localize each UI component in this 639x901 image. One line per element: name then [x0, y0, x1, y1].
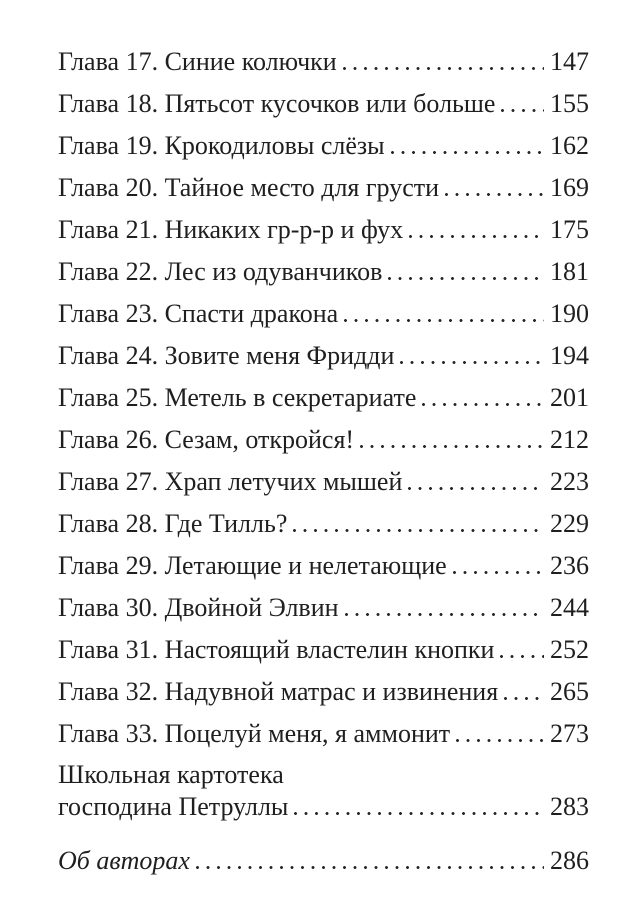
toc-entry: [58, 549, 589, 582]
dot-leader: [500, 655, 544, 658]
dot-leader: [345, 613, 544, 616]
dot-leader: [409, 235, 544, 238]
dot-leader: [453, 571, 544, 574]
toc-entry-title: Глава 18. Пятьсот кусочков или больше: [58, 89, 496, 118]
dot-leader: [504, 697, 544, 700]
toc-entry-title: Глава 29. Летающие и нелетающие: [58, 551, 447, 580]
toc-entry-page-number: 229: [550, 509, 589, 538]
toc-entry: [58, 675, 589, 708]
toc-entry-title: Глава 31. Настоящий властелин кнопки: [58, 635, 495, 664]
toc-entry-title: Глава 19. Крокодиловы слёзы: [58, 131, 385, 160]
toc-entry: [58, 171, 589, 204]
toc-entry-title: Глава 23. Спасти дракона: [58, 299, 339, 328]
toc-entry: [58, 87, 589, 120]
toc-entry: [58, 591, 589, 624]
toc-entry-title: Глава 25. Метель в секретариате: [58, 383, 417, 412]
toc-entry-page-number: 155: [550, 89, 589, 118]
toc-entry-title: Глава 22. Лес из одуванчиков: [58, 257, 383, 286]
toc-list: [58, 45, 589, 877]
toc-entry-title: Школьная картотека: [58, 760, 284, 789]
toc-entry-page-number: 169: [550, 173, 589, 202]
toc-entry-title: Глава 33. Поцелуй меня, я аммонит: [58, 719, 451, 748]
toc-entry-title: Глава 30. Двойной Элвин: [58, 593, 339, 622]
toc-entry-page-number: 283: [550, 792, 589, 821]
dot-leader: [360, 445, 544, 448]
dot-leader: [344, 319, 544, 322]
toc-entry-page-number: 201: [550, 383, 589, 412]
dot-leader: [501, 109, 544, 112]
dot-leader: [391, 151, 544, 154]
toc-entry-page-number: 286: [550, 846, 589, 875]
toc-entry-page-number: 252: [550, 635, 589, 664]
toc-entry: [58, 465, 589, 498]
toc-entry-title: Глава 21. Никаких гр-р-р и фух: [58, 215, 404, 244]
toc-entry: [58, 45, 589, 78]
toc-entry-page-number: 181: [550, 257, 589, 286]
toc-entry: [58, 339, 589, 372]
toc-entry-page-number: 223: [550, 467, 589, 496]
toc-entry-title: Глава 20. Тайное место для грусти: [58, 173, 440, 202]
dot-leader: [456, 739, 544, 742]
dot-leader: [400, 361, 544, 364]
toc-entry-title: Глава 32. Надувной матрас и извинения: [58, 677, 499, 706]
toc-entry: [58, 129, 589, 162]
toc-entry-title: Об авторах: [58, 846, 190, 875]
toc-entry: [58, 507, 589, 540]
toc-entry-title: Глава 17. Синие колючки: [58, 47, 337, 76]
toc-entry-page-number: 265: [550, 677, 589, 706]
dot-leader: [388, 277, 544, 280]
toc-entry-page-number: 244: [550, 593, 589, 622]
toc-entry: [58, 717, 589, 750]
toc-entry: [58, 255, 589, 288]
dot-leader: [422, 403, 544, 406]
toc-entry-page-number: 194: [550, 341, 589, 370]
toc-entry-title: господина Петруллы: [58, 792, 289, 821]
toc-entry: [58, 381, 589, 414]
toc-entry-page-number: 212: [550, 425, 589, 454]
toc-entry-title: Глава 26. Сезам, откройся!: [58, 425, 355, 454]
toc-entry-page-number: 190: [550, 299, 589, 328]
toc-about-authors-entry: [58, 844, 589, 877]
toc-entry: [58, 423, 589, 456]
dot-leader: [445, 193, 544, 196]
dot-leader: [196, 866, 544, 869]
toc-entry-page-number: 236: [550, 551, 589, 580]
dot-leader: [343, 67, 544, 70]
toc-entry-title: Глава 28. Где Тилль?: [58, 509, 288, 538]
toc-entry: [58, 213, 589, 246]
toc-entry-page-number: 147: [550, 47, 589, 76]
toc-entry-page-number: 273: [550, 719, 589, 748]
toc-entry-title: Глава 27. Храп летучих мышей: [58, 467, 403, 496]
toc-entry-page-number: 162: [550, 131, 589, 160]
toc-entry-title: Глава 24. Зовите меня Фридди: [58, 341, 395, 370]
dot-leader: [294, 812, 544, 815]
dot-leader: [408, 487, 544, 490]
toc-appendix-entry: [58, 759, 589, 832]
toc-entry: [58, 297, 589, 330]
dot-leader: [293, 529, 544, 532]
toc-entry: [58, 633, 589, 666]
toc-entry-page-number: 175: [550, 215, 589, 244]
